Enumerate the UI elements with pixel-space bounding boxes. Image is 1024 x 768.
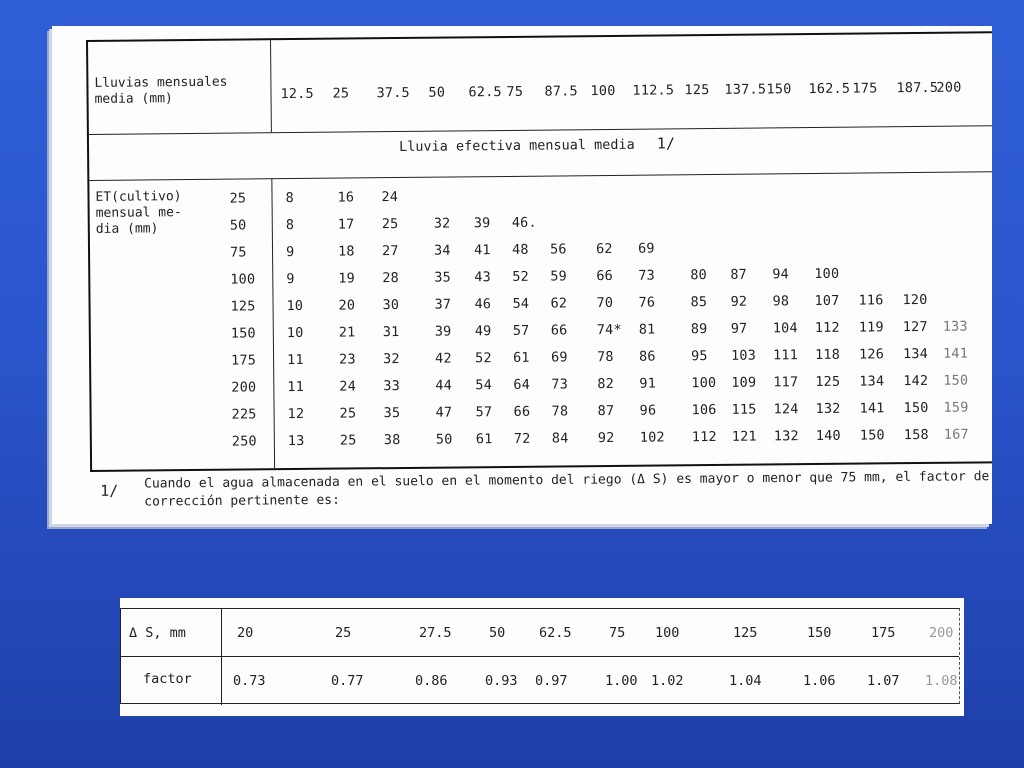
factor-value: 0.93 — [485, 673, 518, 689]
table-cell: 66 — [596, 267, 614, 285]
table-cell: 150 — [903, 399, 929, 417]
table-cell: 69 — [637, 240, 655, 257]
factor-value: 1.06 — [803, 673, 836, 689]
table-cell: 86 — [638, 348, 656, 365]
et-value: 150 — [230, 325, 256, 342]
rain-value-header: 62.5 — [468, 84, 502, 101]
table-cell: 97 — [730, 320, 748, 337]
table-cell: 64 — [513, 376, 531, 393]
table-cell: 92 — [597, 429, 615, 447]
table-cell: 119 — [858, 319, 884, 336]
rain-value-header: 150 — [766, 81, 792, 98]
table-cell: 121 — [731, 428, 757, 445]
table-cell: 141 — [942, 345, 969, 362]
table-cell: 84 — [551, 430, 569, 447]
table-cell: 10 — [286, 324, 304, 342]
et-value: 175 — [231, 352, 257, 369]
table-cell: 134 — [859, 373, 885, 390]
table-cell: 61 — [512, 349, 530, 366]
table-cell: 115 — [731, 401, 757, 418]
table-cell: 100 — [691, 374, 717, 392]
table-cell: 104 — [772, 320, 798, 337]
table-cell: 59 — [550, 268, 568, 285]
table-cell: 62 — [550, 295, 568, 312]
factor-label: factor — [143, 671, 192, 687]
factor-label-divider — [221, 609, 222, 705]
table-cell: 94 — [772, 266, 790, 283]
table-cell: 16 — [337, 189, 355, 206]
table-cell: 25 — [381, 216, 399, 233]
table-cell: 74* — [596, 321, 622, 339]
delta-s-value: 125 — [733, 625, 758, 641]
table-cell: 66 — [513, 403, 531, 420]
rain-header-label: Lluvias mensuales media (mm) — [94, 74, 228, 107]
scanned-table-page — [52, 26, 992, 524]
table-cell: 10 — [286, 297, 304, 315]
table-cell: 12 — [287, 405, 305, 423]
table-cell: 39 — [473, 215, 491, 232]
table-cell: 96 — [639, 402, 657, 419]
table-cell: 134 — [902, 345, 929, 363]
table-cell: 43 — [474, 269, 492, 286]
table-cell: 167 — [943, 426, 969, 443]
correction-factor-scan — [120, 598, 964, 716]
rain-value-header: 162.5 — [808, 80, 851, 98]
delta-s-value: 20 — [237, 625, 254, 641]
table-cell: 18 — [337, 243, 355, 260]
table-cell: 95 — [690, 348, 708, 365]
rain-value-header: 25 — [332, 85, 350, 102]
table-cell: 32 — [383, 351, 400, 368]
rain-value-header: 200 — [936, 79, 962, 96]
table-cell: 23 — [339, 351, 356, 368]
table-cell: 31 — [382, 324, 400, 341]
table-cell: 80 — [690, 267, 708, 284]
factor-value: 0.77 — [331, 673, 364, 689]
table-cell: 66 — [550, 322, 568, 339]
footnote-text: Cuando el agua almacenada en el suelo en el momento del riego (Δ S) es mayor o menor que 75 mm, el factor de corrección pertinente es: — [144, 469, 990, 510]
table-cell: 24 — [339, 378, 357, 395]
table-cell: 73 — [551, 376, 569, 393]
banner-text: Lluvia efectiva mensual media — [398, 136, 635, 155]
table-cell: 117 — [773, 374, 799, 391]
rain-value-header: 137.5 — [724, 81, 767, 98]
et-row-label: ET(cultivo) mensual me- dia (mm) — [95, 189, 182, 237]
table-cell: 57 — [475, 404, 493, 421]
table-cell: 34 — [433, 242, 451, 259]
delta-s-value: 25 — [335, 625, 352, 641]
table-cell: 8 — [285, 217, 295, 234]
table-cell: 52 — [512, 268, 530, 285]
table-cell: 91 — [639, 375, 657, 392]
table-cell: 112 — [691, 428, 717, 446]
table-cell: 46 — [474, 296, 492, 313]
table-cell: 89 — [690, 321, 708, 338]
table-cell: 50 — [435, 431, 453, 448]
factor-row-divider — [121, 656, 959, 657]
table-cell: 142 — [903, 372, 929, 390]
factor-value: 0.86 — [415, 673, 448, 689]
table-cell: 106 — [691, 401, 717, 419]
table-cell: 41 — [473, 242, 491, 259]
table-cell: 112 — [814, 319, 840, 337]
rain-value-header: 187.5 — [896, 79, 939, 97]
table-cell: 17 — [337, 216, 355, 233]
table-cell: 27 — [381, 243, 399, 260]
table-cell: 37 — [434, 296, 452, 313]
table-cell: 109 — [731, 374, 757, 391]
et-value: 25 — [229, 190, 247, 207]
rain-value-header: 175 — [852, 80, 878, 97]
factor-value: 1.07 — [867, 673, 900, 689]
table-cell: 120 — [902, 291, 928, 309]
delta-s-value: 75 — [609, 625, 626, 641]
table-cell: 98 — [772, 293, 790, 310]
et-value: 125 — [230, 298, 256, 315]
table-cell: 118 — [814, 346, 841, 364]
banner-rule — [89, 171, 992, 181]
table-cell: 76 — [638, 294, 656, 311]
correction-factor-table — [120, 608, 960, 704]
delta-s-value: 150 — [807, 625, 832, 641]
table-cell: 150 — [859, 427, 885, 444]
table-cell: 69 — [550, 349, 568, 366]
table-cell: 116 — [858, 292, 884, 309]
factor-value: 1.00 — [605, 673, 638, 689]
table-cell: 44 — [435, 377, 453, 394]
delta-s-label: Δ S, mm — [129, 625, 186, 641]
table-cell: 52 — [474, 350, 492, 367]
table-cell: 132 — [815, 400, 841, 418]
delta-s-value: 175 — [871, 625, 896, 641]
delta-s-value: 62.5 — [539, 625, 572, 641]
body-divider — [271, 178, 275, 470]
rain-value-header: 50 — [428, 84, 446, 101]
table-cell: 125 — [815, 373, 841, 391]
rain-value-header: 125 — [684, 82, 710, 99]
table-cell: 85 — [690, 294, 708, 311]
rain-value-header: 112.5 — [632, 82, 675, 99]
delta-s-value: 100 — [655, 625, 680, 641]
delta-s-value: 50 — [489, 625, 506, 641]
table-cell: 127 — [902, 318, 928, 336]
table-cell: 28 — [382, 270, 400, 287]
table-cell: 124 — [773, 401, 799, 418]
table-cell: 11 — [287, 351, 304, 369]
delta-s-value: 200 — [929, 625, 954, 641]
table-cell: 159 — [943, 399, 969, 416]
delta-s-value: 27.5 — [419, 625, 452, 641]
table-cell: 47 — [435, 404, 453, 421]
factor-value: 1.04 — [729, 673, 762, 689]
table-cell: 103 — [730, 347, 757, 364]
table-cell: 13 — [287, 432, 305, 450]
table-cell: 20 — [338, 297, 356, 314]
table-cell: 56 — [549, 241, 567, 258]
rain-value-header: 37.5 — [376, 84, 410, 102]
table-cell: 133 — [942, 318, 968, 335]
table-cell: 150 — [943, 372, 969, 389]
table-cell: 126 — [858, 346, 885, 363]
table-cell: 46. — [511, 214, 537, 231]
table-cell: 11 — [287, 378, 305, 396]
table-cell: 140 — [815, 427, 841, 445]
table-cell: 9 — [285, 244, 295, 261]
table-cell: 25 — [339, 432, 357, 449]
table-cell: 35 — [383, 405, 401, 422]
effective-rainfall-table — [86, 31, 992, 472]
header-divider — [270, 40, 272, 132]
rain-value-header: 75 — [506, 83, 524, 100]
table-cell: 81 — [638, 321, 656, 338]
table-cell: 54 — [512, 295, 530, 312]
table-cell: 39 — [434, 323, 452, 340]
factor-value: 1.08 — [925, 673, 958, 689]
table-cell: 9 — [286, 271, 295, 288]
table-cell: 158 — [903, 426, 929, 444]
table-cell: 141 — [859, 400, 885, 417]
table-cell: 72 — [513, 430, 531, 447]
table-cell: 8 — [285, 190, 294, 207]
factor-value: 0.73 — [233, 673, 266, 689]
table-cell: 61 — [475, 431, 493, 448]
rain-value-header: 87.5 — [544, 83, 578, 100]
table-cell: 48 — [511, 241, 529, 258]
factor-value: 0.97 — [535, 673, 568, 689]
effective-rain-banner — [399, 134, 675, 155]
table-cell: 38 — [383, 431, 401, 449]
header-rule — [89, 125, 992, 135]
table-cell: 107 — [814, 292, 840, 310]
table-cell: 87 — [730, 266, 748, 283]
table-cell: 49 — [474, 323, 492, 340]
table-cell: 42 — [434, 350, 452, 367]
table-cell: 132 — [773, 428, 799, 445]
factor-value: 1.02 — [651, 673, 684, 689]
table-cell: 70 — [596, 294, 614, 312]
table-cell: 21 — [338, 324, 356, 341]
rain-value-header: 12.5 — [280, 85, 314, 103]
table-cell: 33 — [383, 378, 401, 395]
table-cell: 82 — [597, 375, 615, 393]
table-cell: 24 — [381, 189, 399, 206]
et-value: 250 — [231, 433, 257, 450]
table-cell: 78 — [596, 348, 614, 366]
table-cell: 102 — [639, 429, 665, 446]
table-cell: 32 — [433, 215, 451, 232]
et-value: 200 — [231, 379, 257, 396]
rain-value-header: 100 — [590, 82, 616, 100]
table-cell: 111 — [772, 347, 799, 364]
et-value: 100 — [230, 271, 256, 288]
table-cell: 92 — [730, 293, 748, 310]
table-cell: 35 — [434, 269, 452, 286]
table-cell: 78 — [551, 403, 569, 420]
table-cell: 19 — [338, 270, 356, 287]
table-cell: 87 — [597, 402, 615, 420]
et-value: 50 — [229, 217, 247, 234]
table-cell: 57 — [512, 322, 530, 339]
et-value: 225 — [231, 406, 257, 423]
banner-footnote-ref: 1/ — [656, 134, 676, 153]
table-cell: 25 — [339, 405, 357, 422]
table-cell: 30 — [382, 297, 400, 314]
table-cell: 62 — [595, 240, 613, 258]
et-value: 75 — [229, 244, 247, 261]
footnote-mark: 1/ — [100, 481, 119, 500]
table-cell: 54 — [475, 377, 493, 394]
table-cell: 100 — [814, 265, 840, 283]
table-cell: 73 — [638, 267, 656, 284]
